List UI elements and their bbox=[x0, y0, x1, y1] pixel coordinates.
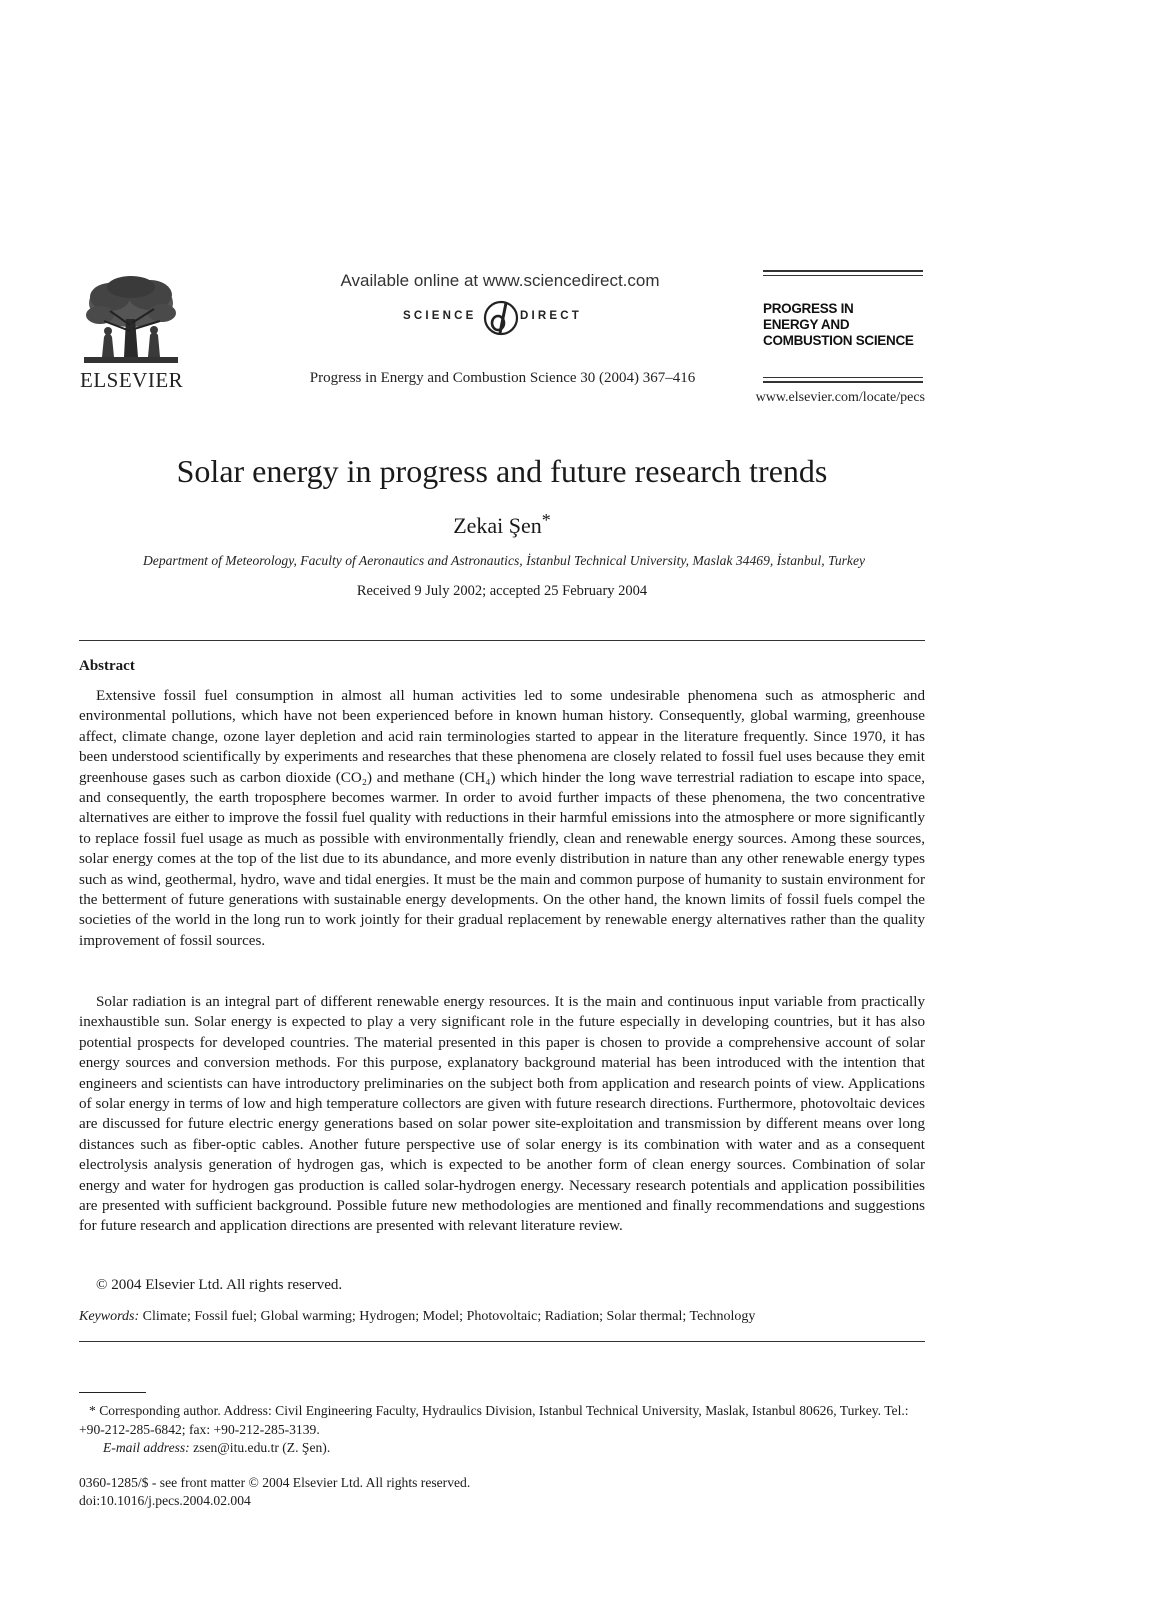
email-label: E-mail address: bbox=[103, 1440, 190, 1455]
keywords bbox=[79, 1309, 755, 1325]
keywords-label: Keywords: bbox=[79, 1309, 140, 1324]
journal-box-bottom-rule bbox=[763, 381, 923, 383]
received-dates: Received 9 July 2002; accepted 25 February 2004 bbox=[356, 583, 648, 599]
journal-url-link[interactable]: www.elsevier.com/locate/pecs bbox=[755, 390, 925, 405]
author-name: Zekai Şen bbox=[453, 513, 542, 538]
abstract-bottom-rule bbox=[79, 1341, 925, 1342]
corresponding-author-footnote bbox=[79, 1402, 925, 1439]
journal-box-top-rule bbox=[763, 270, 923, 272]
author-line bbox=[0, 510, 1004, 539]
abstract-paragraph-1: Extensive fossil fuel consumption in almost all human activities led to some undesirable phenomena such as atmospheric and environmental pollutions, which have not been experienced before in known human history. Consequently, global warming, greenhouse affect, climate change, ozone layer depletion and acid rain terminologies started to appear in the literature frequently. Since 1970, it has been understood scientifically by experiments and researches that these phenomena are closely related to fossil fuel uses because they emit greenhouse gases such as carbon dioxide (CO₂) and methane (CH₄) which hinder the long wave terrestrial radiation to escape into space, and consequently, the earth troposphere becomes warmer. In order to avoid further impacts of these phenomena, the two concentrative alternatives are either to improve the fossil fuel quality with reductions in their harmful emissions into the atmosphere or more significantly to replace fossil fuel usage as much as possible with environmentally friendly, clean and renewable energy sources. Among these sources, solar energy comes at the top of the list due to its abundance, and more evenly distribution in nature than any other renewable energy types such as wind, geothermal, hydro, wave and tidal energies. It must be the main and common purpose of humanity to sustain environment for the betterment of future generations with sustainable energy developments. On the other hand, the known limits of fossil fuels compel the societies of the world in the long run to work jointly for their gradual replacement by renewable energy alternatives rather than the quality improvement of fossil sources. bbox=[79, 688, 925, 949]
abstract-paragraph-2: Solar radiation is an integral part of different renewable energy resources. It is the main and continuous input variable from practically inexhaustible sun. Solar energy is expected to play a very significant role in the future especially in developing countries, but it has also potential prospects for developed countries. The material presented in this paper is chosen to provide a comprehensive account of solar energy sources and conversion methods. For this purpose, explanatory background material has been introduced with the intention that engineers and scientists can have introductory preliminaries on the subject both from application and research points of view. Applications of solar energy in terms of low and high temperature collectors are given with future research directions. Furthermore, photovoltaic devices are discussed for future electric energy generations based on solar power site-exploitation and transmission by different means over long distances such as fiber-optic cables. Another future perspective use of solar energy is its combination with water and as a consequent electrolysis analysis generation of hydrogen gas, which is expected to be another form of clean energy sources. Combination of solar energy and water for hydrogen gas production is called solar-hydrogen energy. Necessary research potentials and application possibilities are presented with sufficient background. Possible future new methodologies are mentioned and finally recommendations and suggestions for future research and application directions are presented with relevant literature review. bbox=[79, 994, 925, 1235]
author-footnote-mark[interactable]: * bbox=[541, 510, 551, 530]
footnote-mark: * bbox=[89, 1403, 96, 1418]
issn-line: 0360-1285/$ - see front matter © 2004 Elsevier Ltd. All rights reserved. bbox=[79, 1475, 471, 1490]
email-footnote bbox=[103, 1439, 330, 1458]
elsevier-tree-icon bbox=[80, 275, 182, 367]
affiliation: Department of Meteorology, Faculty of Aeronautics and Astronautics, İstanbul Technical University, Maslak 34469, İstanbul, Turkey bbox=[142, 553, 866, 568]
footnote-rule bbox=[79, 1392, 146, 1393]
journal-reference: Progress in Energy and Combustion Science 30 (2004) 367–416 bbox=[309, 370, 696, 386]
sciencedirect-right-word: DIRECT bbox=[520, 310, 583, 322]
abstract-heading: Abstract bbox=[79, 658, 135, 674]
publisher-name: ELSEVIER bbox=[80, 368, 184, 392]
journal-box-bottom-rule-thin bbox=[763, 377, 923, 378]
available-online-text: Available online at www.sciencedirect.com bbox=[340, 271, 660, 290]
journal-box-line-2: ENERGY AND bbox=[763, 317, 850, 332]
email-address[interactable]: zsen@itu.edu.tr (Z. Şen). bbox=[193, 1440, 331, 1455]
elsevier-logo bbox=[80, 275, 182, 393]
journal-box-title bbox=[763, 301, 933, 349]
abstract-top-rule bbox=[79, 640, 925, 641]
corresponding-author-text: Corresponding author. Address: Civil Engineering Faculty, Hydraulics Division, Istanbul Technical University, Maslak, Istanbul 80626, Turkey. Tel.: +90-212-285-6842; fax: +90-212-285-3139. bbox=[79, 1403, 909, 1437]
paper-title: Solar energy in progress and future research trends bbox=[176, 453, 828, 489]
sciencedirect-d-icon bbox=[483, 297, 519, 339]
abstract-copyright: © 2004 Elsevier Ltd. All rights reserved. bbox=[96, 1277, 343, 1293]
doi-line[interactable]: doi:10.1016/j.pecs.2004.02.004 bbox=[79, 1493, 251, 1508]
sciencedirect-logo bbox=[380, 297, 620, 341]
sciencedirect-left-word: SCIENCE bbox=[403, 310, 477, 322]
journal-box-line-3: COMBUSTION SCIENCE bbox=[763, 333, 914, 348]
keywords-list: Climate; Fossil fuel; Global warming; Hydrogen; Model; Photovoltaic; Radiation; Solar thermal; Technology bbox=[142, 1309, 756, 1324]
journal-box-line-1: PROGRESS IN bbox=[763, 301, 854, 316]
journal-box-top-rule-thin bbox=[763, 275, 923, 276]
